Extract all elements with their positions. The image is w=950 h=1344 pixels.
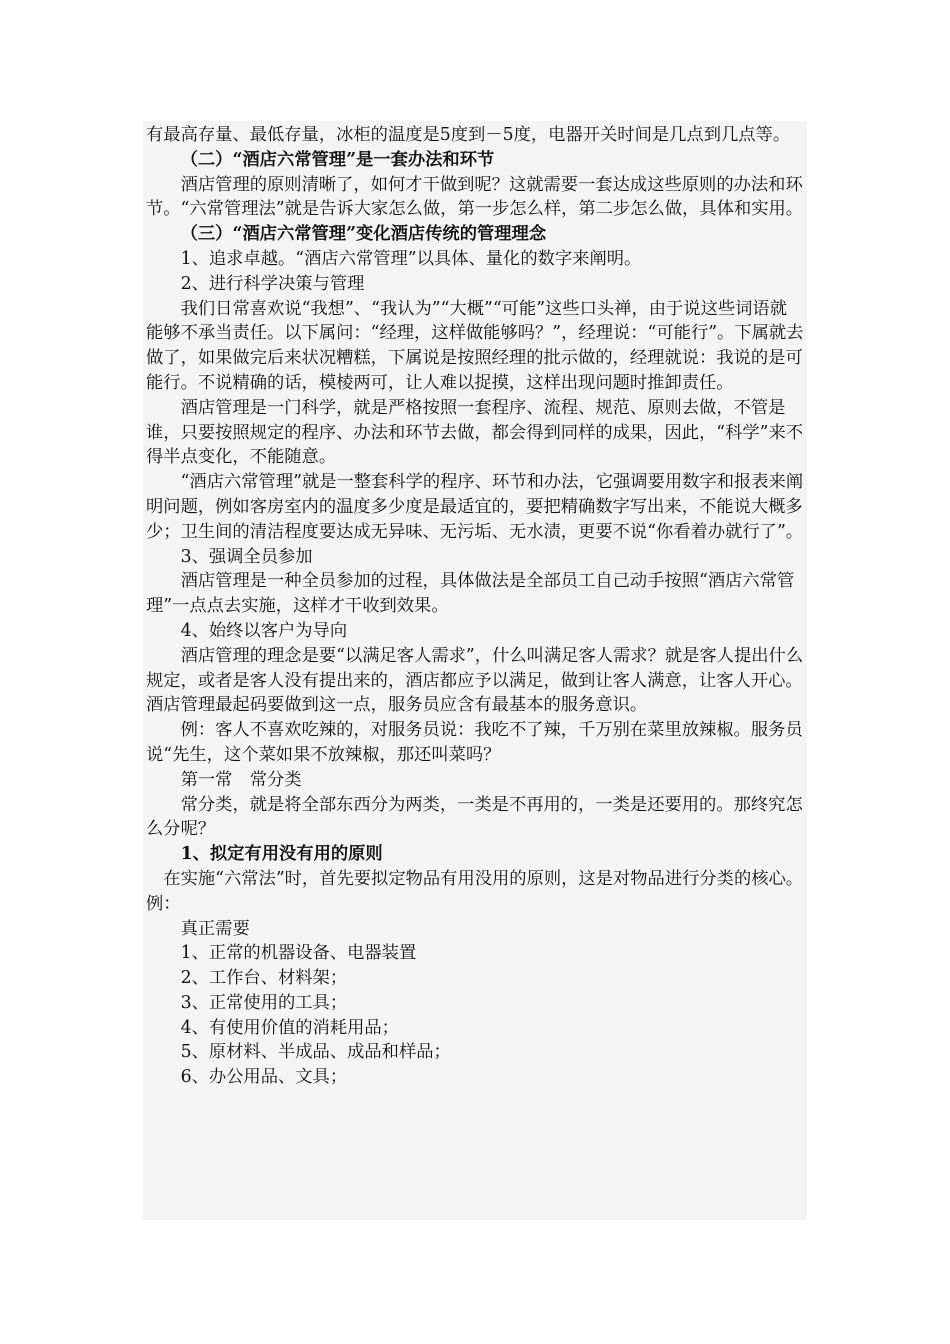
body-paragraph: “酒店六常管理”就是一整套科学的程序、环节和办法，它强调要用数字和报表来阐明问题，例如客房室内的温度多少度是最适宜的，要把精确数字写出来，不能说大概多少；卫生间的清洁程度要达成无异味、无污垢、无水渍，更要不说“你看着办就行了”。 [146,472,804,542]
body-paragraph: 3、正常使用的工具； [180,992,348,1013]
body-paragraph: 酒店管理的原则清晰了，如何才干做到呢？这就需要一套达成这些原则的办法和环节。“六常管理法”就是告诉大家怎么做，第一步怎么样，第二步怎么做，具体和实用。 [146,174,804,220]
section-heading: 1、拟定有用没有用的原则 [180,844,383,865]
body-paragraph: 有最高存量、最低存量，冰柜的温度是5度到－5度，电器开关时间是几点到几点等。 [146,125,791,145]
section-heading: （二）“酒店六常管理”是一套办法和环节 [180,149,495,170]
body-paragraph: 在实施“六常法”时，首先要拟定物品有用没用的原则，这是对物品进行分类的核心。例： [146,868,804,914]
body-paragraph: 2、进行科学决策与管理 [180,273,365,294]
body-paragraph: 酒店管理的理念是要“以满足客人需求”，什么叫满足客人需求？就是客人提出什么规定，或者是客人没有提出来的，酒店都应予以满足，做到让客人满意，让客人开心。酒店管理最起码要做到这一点，服务员应含有最基本的服务意识。 [146,645,804,716]
body-paragraph: 6、办公用品、文具； [180,1067,348,1088]
body-paragraph: 第一常 常分类 [180,769,302,790]
body-paragraph: 1、正常的机器设备、电器装置 [180,943,417,964]
body-paragraph: 2、工作台、材料架； [180,968,348,989]
body-paragraph: 真正需要 [180,918,250,939]
body-paragraph: 3、强调全员参加 [180,546,313,567]
section-heading: （三）“酒店六常管理”变化酒店传统的管理理念 [180,224,547,245]
body-paragraph: 酒店管理是一种全员参加的过程，具体做法是全部员工自己动手按照“酒店六常管理”一点点去实施，这样才干收到效果。 [146,571,795,617]
body-paragraph: 酒店管理是一门科学，就是严格按照一套程序、流程、规范、原则去做，不管是谁，只要按照规定的程序、办法和环节去做，都会得到同样的成果，因此，“科学”来不得半点变化，不能随意。 [146,397,804,468]
body-paragraph: 4、始终以客户为导向 [180,620,348,641]
document-body [143,121,807,1220]
body-paragraph: 常分类，就是将全部东西分为两类，一类是不再用的，一类是还要用的。那终究怎么分呢？ [146,794,803,840]
body-paragraph: 我们日常喜欢说“我想”、“我认为”“大概”“可能”这些口头禅，由于说这些词语就能够不承当责任。以下属问：“经理，这样做能够吗？”，经理说：“可能行”。下属就去做了，如果做完后来状况糟糕，下属说是按照经理的批示做的，经理就说：我说的是可能行。不说精确的话，模棱两可，让人难以捉摸，这样出现问题时推卸责任。 [146,298,804,393]
body-paragraph: 例：客人不喜欢吃辣的，对服务员说：我吃不了辣，千万别在菜里放辣椒。服务员说“先生，这个菜如果不放辣椒，那还叫菜吗？ [146,720,803,765]
body-paragraph: 5、原材料、半成品、成品和样品； [180,1042,451,1063]
body-paragraph: 1、追求卓越。“酒店六常管理”以具体、量化的数字来阐明。 [180,248,642,269]
body-paragraph: 4、有使用价值的消耗用品； [180,1017,399,1038]
